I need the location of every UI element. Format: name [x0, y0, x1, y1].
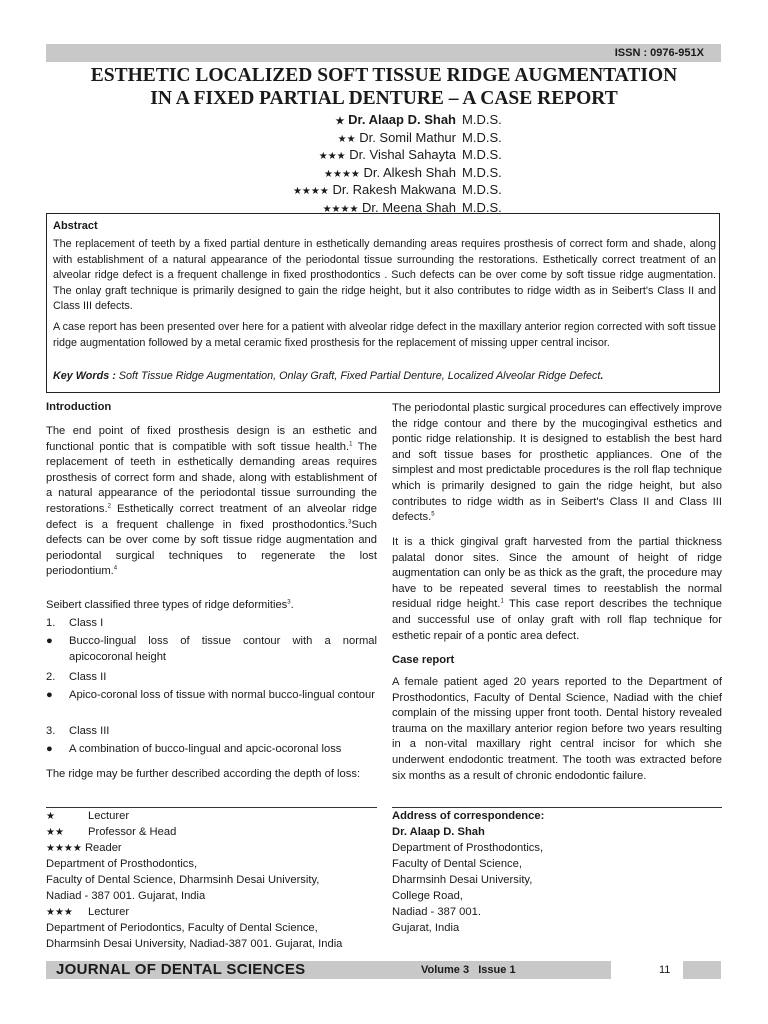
author-degree: M.D.S.	[462, 129, 502, 145]
affiliation-line: Department of Periodontics, Faculty of Dental Science,	[46, 922, 318, 934]
affiliation-line: Department of Prosthodontics,	[46, 858, 198, 870]
list-item: 3. Class III	[46, 725, 110, 737]
abstract-heading: Abstract	[53, 220, 98, 232]
paper-title	[0, 64, 768, 110]
issn: ISSN : 0976-951X	[614, 47, 704, 59]
author-row	[0, 111, 768, 129]
author-degree: M.D.S.	[462, 199, 502, 215]
list-item: ● Apico-coronal loss of tissue with normal bucco-lingual contour	[46, 689, 375, 701]
intro-paragraph-3: The ridge may be further described according the depth of loss:	[46, 768, 361, 780]
author-degree: M.D.S.	[462, 147, 502, 162]
footnote-item: ★ Lecturer	[46, 810, 130, 822]
correspondence-line: Faculty of Dental Science,	[392, 858, 522, 870]
list-item: 1. Class I	[46, 617, 104, 629]
author-name: Dr. Meena Shah	[362, 199, 456, 215]
title-line-1: ESTHETIC LOCALIZED SOFT TISSUE RIDGE AUGMENTATION	[90, 65, 678, 86]
correspondence-line: College Road,	[392, 890, 463, 902]
author-degree: M.D.S.	[462, 164, 502, 180]
author-degree: M.D.S.	[462, 112, 502, 127]
author-name: Dr. Alaap D. Shah	[348, 112, 456, 127]
right-paragraph-2: It is a thick gingival graft harvested from the partial thickness palatal donor sites. Since the amount of height of ridge augmentation can only be as thick as the graft, the procedure may have to be repeated several times to reestablish the normal residual ridge height.$^1$ This case report describes the technique and successful use of onlay graft with roll flap technique for esthetic repair of a pontic area defect.	[392, 536, 722, 642]
author-name: Dr. Somil Mathur	[359, 129, 456, 145]
case-report-paragraph: A female patient aged 20 years reported to the Department of Prosthodontics, Faculty of Dental Science, Nadiad with the chief complain of the missing upper front tooth. Dental history revealed trauma on the maxillary anterior region before two years resulting in a non-vital maxillary right central incisor for which she underwent endodontic treatment. The tooth was extracted before six months as a result of chronic endodontic failure.	[392, 676, 722, 782]
author-row	[0, 181, 768, 199]
author-stars: ★	[335, 116, 345, 127]
author-stars: ★★★★	[292, 186, 329, 197]
affiliation-line: Dharmsinh Desai University, Nadiad-387 001. Gujarat, India	[46, 938, 343, 950]
author-stars: ★★★	[318, 151, 346, 162]
author-name: Dr. Rakesh Makwana	[332, 182, 456, 197]
keywords-label: Key Words :	[53, 370, 116, 382]
journal-name: JOURNAL OF DENTAL SCIENCES	[56, 961, 306, 978]
author-name: Dr. Alkesh Shah	[363, 164, 456, 180]
author-degree: M.D.S.	[462, 182, 502, 197]
right-paragraph-1: The periodontal plastic surgical procedures can effectively improve the ridge contour and there by the mucogingival esthetics and pontic ridge relationship. It is designed to establish the best hard and soft tissue bases for prosthetic appliances. One of the simplest and most predictable procedures is the roll flap technique which is primarily designed to gain the ridge height, but also contributes to ridge width as in Seibert's Class II and Class III defects.$^5$	[392, 402, 722, 524]
list-item: ● Bucco-lingual loss of tissue contour with a normal apicocoronal height	[46, 635, 377, 663]
author-stars: ★★★★	[324, 168, 360, 180]
intro-paragraph-1: The end point of fixed prosthesis design is an esthetic and functional pontic that is compatible with soft tissue health.$^1$ The replacement of teeth in esthetically demanding areas requires prosthesis of correct form and shade, along with establishment of a natural appearance of the periodontal tissue surrounding the restorations.$^2$ Esthetically correct treatment of an alveolar ridge defect is a frequent challenge in fixed prosthodontics.$^3$Such defects can be over come by soft tissue ridge augmentation and periodontal surgical techniques to regenerate the lost periodontium.$^4$	[46, 425, 377, 578]
correspondence-line: Dharmsinh Desai University,	[392, 874, 533, 886]
correspondence-name: Dr. Alaap D. Shah	[392, 826, 485, 838]
affiliation-line: Faculty of Dental Science, Dharmsinh Desai University,	[46, 874, 320, 886]
title-line-2: IN A FIXED PARTIAL DENTURE – A CASE REPORT	[150, 88, 618, 109]
affiliation-line: Nadiad - 387 001. Gujarat, India	[46, 890, 206, 902]
author-row	[0, 164, 768, 182]
footnote-item: ★★ Professor & Head	[46, 826, 177, 838]
page-number: 11	[659, 964, 671, 976]
footnote-item: ★★★★ Reader	[46, 842, 122, 854]
author-row	[0, 146, 768, 164]
correspondence-heading: Address of correspondence:	[392, 810, 545, 822]
footer-bar-right	[683, 961, 721, 979]
correspondence-line: Nadiad - 387 001.	[392, 906, 481, 918]
volume-issue: Volume 3 Issue 1	[421, 964, 516, 976]
abstract-paragraph-1: The replacement of teeth by a fixed partial denture in esthetically demanding areas requires prosthesis of correct form and shade, along with establishment of a natural appearance of the periodontal tissue surrounding the restorations. Esthetically correct treatment of an alveolar ridge defect is a frequent challenge in fixed prosthodontics . Such defects can be over come by soft tissue ridge augmentation. The onlay graft technique is primarily designed to gain the ridge height, but it also contributes to ridge width as in Seibert's Class II and Class III defects.	[53, 238, 716, 312]
keywords-end: .	[600, 370, 604, 382]
case-report-heading: Case report	[392, 654, 455, 666]
list-item: 2. Class II	[46, 671, 107, 683]
keywords-text: Soft Tissue Ridge Augmentation, Onlay Graft, Fixed Partial Denture, Localized Alveolar Ridge Defect	[115, 370, 601, 382]
keywords	[53, 370, 603, 382]
footnote-item: ★★★ Lecturer	[46, 906, 130, 918]
author-stars: ★★★★	[322, 203, 359, 215]
intro-paragraph-2: Seibert classified three types of ridge deformities$^3$.	[46, 599, 294, 611]
author-stars: ★★	[337, 133, 356, 145]
author-row	[0, 129, 768, 147]
abstract-paragraph-2: A case report has been presented over here for a patient with alveolar ridge defect in the maxillary anterior region corrected with soft tissue ridge augmentation followed by a metal ceramic fixed prosthesis for the replacement of missing upper central incisor.	[53, 321, 716, 349]
correspondence-line: Gujarat, India	[392, 922, 460, 934]
list-item: ● A combination of bucco-lingual and apcic-ocoronal loss	[46, 743, 342, 755]
correspondence-line: Department of Prosthodontics,	[392, 842, 544, 854]
introduction-heading: Introduction	[46, 401, 112, 413]
author-name: Dr. Vishal Sahayta	[349, 147, 456, 162]
